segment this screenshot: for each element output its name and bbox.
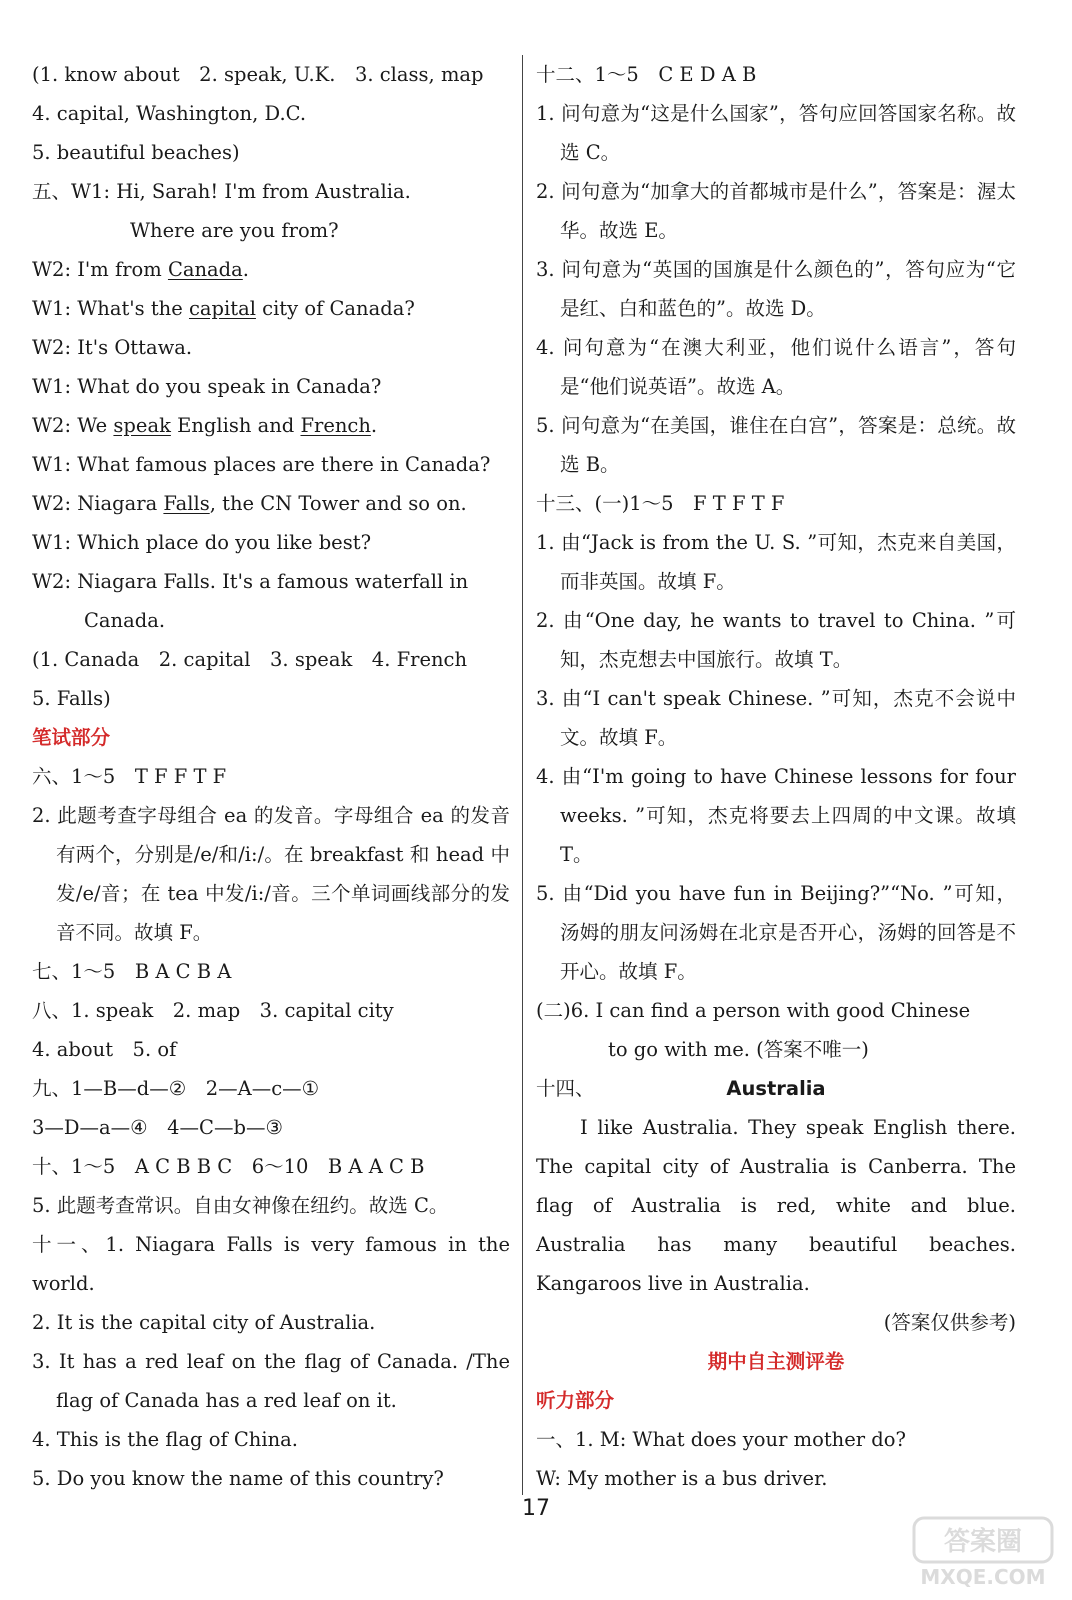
answer-line: to go with me. (答案不唯一) <box>608 1038 869 1061</box>
dialogue-line: W1: Which place do you like best? <box>32 531 372 554</box>
explanation-paragraph: 3. 由“I can't speak Chinese. ”可知，杰克不会说中文。故填 F。 <box>536 687 1016 749</box>
answer-paragraph: 3. It has a red leaf on the flag of Canada. /The flag of Canada has a red leaf on it. <box>32 1350 510 1412</box>
reference-note: (答案仅供参考) <box>883 1311 1016 1334</box>
watermark-cn: 答案圈 <box>943 1527 1023 1557</box>
answer-line: (二)6. I can find a person with good Chinese <box>536 999 971 1022</box>
explanation-paragraph: 1. 由“Jack is from the U. S. ”可知，杰克来自美国，而非英国。故填 F。 <box>536 531 1016 593</box>
explanation-paragraph: 2. 此题考查字母组合 ea 的发音。字母组合 ea 的发音有两个，分别是/e/和/i:/。在 breakfast 和 head 中发/e/音；在 tea 中发/i:/音。三个单词画线部分的发音不同。故填 F。 <box>32 804 510 944</box>
explanation-paragraph: 3. 问句意为“英国的国旗是什么颜色的”，答句应为“它是红、白和蓝色的”。故选 D。 <box>536 258 1016 320</box>
answer-line: 4. capital, Washington, D.C. <box>32 102 307 125</box>
dialogue-line: W2: Niagara Falls, the CN Tower and so on. <box>32 492 467 515</box>
section-heading-listening: 听力部分 <box>536 1389 615 1412</box>
page-number: 17 <box>522 1496 550 1521</box>
answer-line: 七、1～5 B A C B A <box>32 960 232 983</box>
answer-line: 3—D—a—④ 4—C—b—③ <box>32 1116 283 1139</box>
answer-line: 5. Do you know the name of this country? <box>32 1467 444 1490</box>
explanation-paragraph: 5. 由“Did you have fun in Beijing?”“No. ”可知，汤姆的朋友问汤姆在北京是否开心，汤姆的回答是不开心。故填 F。 <box>536 882 1016 983</box>
dialogue-line: 五、W1: Hi, Sarah! I'm from Australia. <box>32 180 411 203</box>
explanation-paragraph: 5. 问句意为“在美国，谁住在白宫”，答案是：总统。故选 B。 <box>536 414 1016 476</box>
dialogue-line: 一、1. M: What does your mother do? <box>536 1428 906 1451</box>
answer-line: 八、1. speak 2. map 3. capital city <box>32 999 394 1022</box>
answer-paragraph: 十一、1. Niagara Falls is very famous in the world. <box>32 1233 510 1295</box>
explanation-line: 5. 此题考查常识。自由女神像在纽约。故选 C。 <box>32 1194 449 1217</box>
answer-line: 十二、1～5 C E D A B <box>536 63 757 86</box>
answer-line: 六、1～5 T F F T F <box>32 765 227 788</box>
answer-line: 5. beautiful beaches) <box>32 141 240 164</box>
dialogue-line: Canada. <box>84 609 166 632</box>
essay-body: I like Australia. They speak English there. The capital city of Australia is Canberra. The flag of Australia is red, white and blue. Australia has many beautiful beaches. Kangaroos live in Australia. <box>536 1116 1016 1295</box>
watermark-logo <box>908 1512 1058 1592</box>
answer-line: 2. It is the capital city of Australia. <box>32 1311 376 1334</box>
essay-heading-row <box>536 1069 1016 1108</box>
answer-line: 九、1—B—d—② 2—A—c—① <box>32 1077 320 1100</box>
explanation-paragraph: 2. 问句意为“加拿大的首都城市是什么”，答案是：渥太华。故选 E。 <box>536 180 1016 242</box>
right-column <box>536 55 1016 1498</box>
answer-line: 4. This is the flag of China. <box>32 1428 298 1451</box>
section-heading-written: 笔试部分 <box>32 726 111 749</box>
exam-section-title: 期中自主测评卷 <box>707 1350 845 1373</box>
dialogue-line: W1: What famous places are there in Canada? <box>32 453 491 476</box>
dialogue-line: Where are you from? <box>130 219 339 242</box>
left-column <box>32 55 510 1498</box>
dialogue-line: W2: We speak English and French. <box>32 414 378 437</box>
dialogue-line: W: My mother is a bus driver. <box>536 1467 828 1490</box>
answer-line: 4. about 5. of <box>32 1038 177 1061</box>
answer-line: (1. know about 2. speak, U.K. 3. class, map <box>32 63 484 86</box>
answer-line: 十三、(一)1～5 F T F T F <box>536 492 785 515</box>
watermark-en: MXQE.COM <box>920 1565 1046 1589</box>
explanation-paragraph: 1. 问句意为“这是什么国家”，答句应回答国家名称。故选 C。 <box>536 102 1016 164</box>
essay-title: Australia <box>726 1077 826 1100</box>
answer-line: (1. Canada 2. capital 3. speak 4. French <box>32 648 468 671</box>
explanation-paragraph: 4. 问句意为“在澳大利亚，他们说什么语言”，答句是“他们说英语”。故选 A。 <box>536 336 1016 398</box>
dialogue-line: W1: What do you speak in Canada? <box>32 375 382 398</box>
column-divider <box>522 55 523 1495</box>
dialogue-line: W1: What's the capital city of Canada? <box>32 297 415 320</box>
explanation-paragraph: 4. 由“I'm going to have Chinese lessons for four weeks. ”可知，杰克将要去上四周的中文课。故填 T。 <box>536 765 1016 866</box>
question-number: 十四、 <box>536 1077 595 1100</box>
explanation-paragraph: 2. 由“One day, he wants to travel to China. ”可知，杰克想去中国旅行。故填 T。 <box>536 609 1016 671</box>
answer-line: 十、1～5 A C B B C 6～10 B A A C B <box>32 1155 425 1178</box>
dialogue-line: W2: Niagara Falls. It's a famous waterfall in <box>32 570 469 593</box>
answer-line: 5. Falls) <box>32 687 111 710</box>
dialogue-line: W2: It's Ottawa. <box>32 336 193 359</box>
dialogue-line: W2: I'm from Canada. <box>32 258 249 281</box>
